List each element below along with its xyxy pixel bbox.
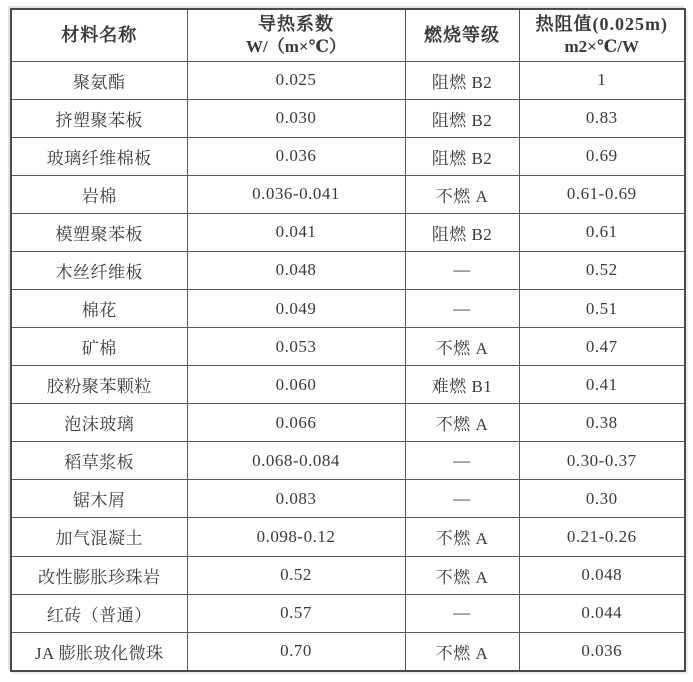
grade-cell: — <box>405 480 519 518</box>
header-row <box>11 9 685 61</box>
resistance-cell: 0.61 <box>519 213 685 251</box>
material-cell: 泡沫玻璃 <box>11 404 187 442</box>
conductivity-cell: 0.036-0.041 <box>187 175 405 213</box>
grade-cell: — <box>405 594 519 632</box>
material-cell: 玻璃纤维棉板 <box>11 137 187 175</box>
conductivity-cell: 0.053 <box>187 328 405 366</box>
resistance-cell: 0.52 <box>519 251 685 289</box>
material-cell: JA 膨胀玻化微珠 <box>11 632 187 671</box>
header-conductivity-unit: W/（m×℃） <box>246 36 346 56</box>
grade-cell: 不燃 A <box>405 518 519 556</box>
resistance-cell: 0.51 <box>519 289 685 327</box>
table-row <box>11 480 685 518</box>
table-row <box>11 404 685 442</box>
conductivity-cell: 0.70 <box>187 632 405 671</box>
material-cell: 改性膨胀珍珠岩 <box>11 556 187 594</box>
table-row <box>11 137 685 175</box>
material-cell: 红砖（普通） <box>11 594 187 632</box>
grade-cell: 阻燃 B2 <box>405 61 519 99</box>
materials-properties-table <box>10 8 686 672</box>
grade-cell: 难燃 B1 <box>405 366 519 404</box>
conductivity-cell: 0.098-0.12 <box>187 518 405 556</box>
grade-cell: — <box>405 251 519 289</box>
grade-cell: 不燃 A <box>405 175 519 213</box>
material-cell: 模塑聚苯板 <box>11 213 187 251</box>
conductivity-cell: 0.049 <box>187 289 405 327</box>
resistance-cell: 0.036 <box>519 632 685 671</box>
conductivity-cell: 0.060 <box>187 366 405 404</box>
conductivity-cell: 0.068-0.084 <box>187 442 405 480</box>
table-row <box>11 213 685 251</box>
table-header <box>11 9 685 61</box>
material-cell: 棉花 <box>11 289 187 327</box>
conductivity-cell: 0.083 <box>187 480 405 518</box>
column-header-grade <box>405 9 519 61</box>
column-header-resistance <box>519 9 685 61</box>
resistance-cell: 0.38 <box>519 404 685 442</box>
header-conductivity-label: 导热系数 <box>258 13 334 34</box>
grade-cell: 不燃 A <box>405 632 519 671</box>
resistance-cell: 0.83 <box>519 99 685 137</box>
table-row <box>11 518 685 556</box>
column-header-material <box>11 9 187 61</box>
resistance-cell: 0.044 <box>519 594 685 632</box>
header-resistance-label: 热阻值(0.025m) <box>535 13 668 34</box>
material-cell: 岩棉 <box>11 175 187 213</box>
conductivity-cell: 0.041 <box>187 213 405 251</box>
table-row <box>11 556 685 594</box>
material-cell: 加气混凝土 <box>11 518 187 556</box>
grade-cell: 不燃 A <box>405 328 519 366</box>
table-row <box>11 594 685 632</box>
column-header-conductivity <box>187 9 405 61</box>
header-resistance-unit: m2×℃/W <box>564 36 639 56</box>
table-row <box>11 366 685 404</box>
conductivity-cell: 0.030 <box>187 99 405 137</box>
resistance-cell: 0.048 <box>519 556 685 594</box>
resistance-cell: 0.69 <box>519 137 685 175</box>
conductivity-cell: 0.025 <box>187 61 405 99</box>
conductivity-cell: 0.57 <box>187 594 405 632</box>
resistance-cell: 0.61-0.69 <box>519 175 685 213</box>
grade-cell: 阻燃 B2 <box>405 99 519 137</box>
resistance-cell: 0.30 <box>519 480 685 518</box>
resistance-cell: 0.47 <box>519 328 685 366</box>
grade-cell: 阻燃 B2 <box>405 213 519 251</box>
grade-cell: 阻燃 B2 <box>405 137 519 175</box>
conductivity-cell: 0.066 <box>187 404 405 442</box>
header-grade-label: 燃烧等级 <box>424 24 500 45</box>
resistance-cell: 1 <box>519 61 685 99</box>
table-row <box>11 175 685 213</box>
conductivity-cell: 0.52 <box>187 556 405 594</box>
material-cell: 稻草浆板 <box>11 442 187 480</box>
material-cell: 聚氨酯 <box>11 61 187 99</box>
table-row <box>11 289 685 327</box>
grade-cell: 不燃 A <box>405 404 519 442</box>
material-cell: 胶粉聚苯颗粒 <box>11 366 187 404</box>
table-row <box>11 61 685 99</box>
resistance-cell: 0.30-0.37 <box>519 442 685 480</box>
table-body <box>11 61 685 671</box>
table-row <box>11 442 685 480</box>
resistance-cell: 0.41 <box>519 366 685 404</box>
resistance-cell: 0.21-0.26 <box>519 518 685 556</box>
conductivity-cell: 0.048 <box>187 251 405 289</box>
material-cell: 矿棉 <box>11 328 187 366</box>
material-cell: 锯木屑 <box>11 480 187 518</box>
table-row <box>11 251 685 289</box>
conductivity-cell: 0.036 <box>187 137 405 175</box>
grade-cell: 不燃 A <box>405 556 519 594</box>
material-cell: 挤塑聚苯板 <box>11 99 187 137</box>
table-row <box>11 632 685 671</box>
grade-cell: — <box>405 442 519 480</box>
table-row <box>11 99 685 137</box>
grade-cell: — <box>405 289 519 327</box>
table-row <box>11 328 685 366</box>
material-cell: 木丝纤维板 <box>11 251 187 289</box>
header-material-label: 材料名称 <box>61 24 138 45</box>
